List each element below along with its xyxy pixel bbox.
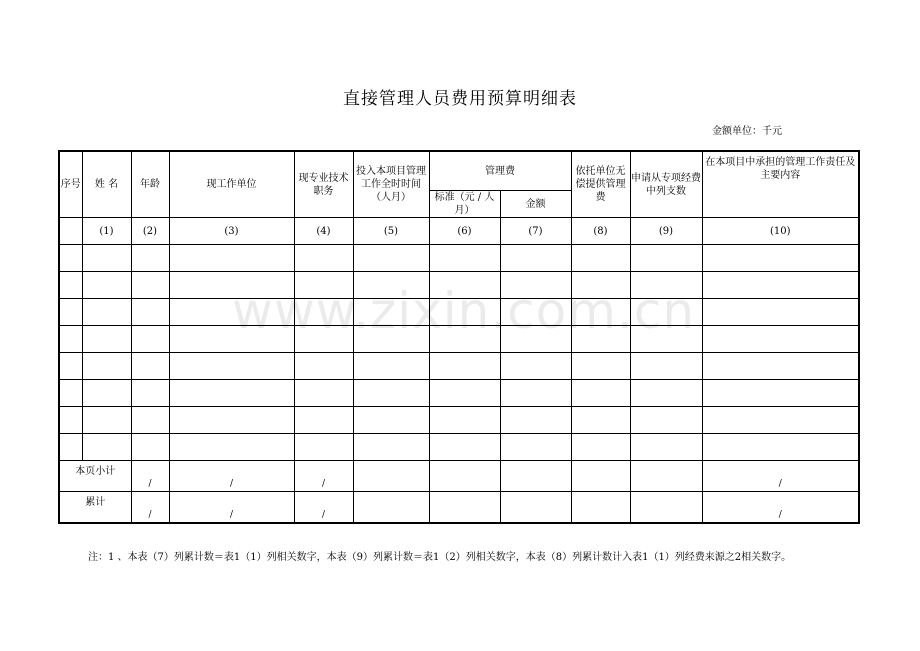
column-number: (1) xyxy=(82,218,131,245)
budget-table xyxy=(58,150,860,524)
slash-mark: / xyxy=(169,492,294,524)
table-cell[interactable] xyxy=(630,272,702,299)
table-cell[interactable] xyxy=(500,461,571,492)
table-cell[interactable] xyxy=(571,492,630,524)
table-cell[interactable] xyxy=(131,326,169,353)
table-cell[interactable] xyxy=(82,353,131,380)
table-row xyxy=(59,245,859,272)
table-cell[interactable] xyxy=(429,492,500,524)
table-cell[interactable] xyxy=(702,272,859,299)
table-cell[interactable] xyxy=(353,299,429,326)
table-cell[interactable] xyxy=(429,272,500,299)
header-duties: 在本项目中承担的管理工作责任及主要内容 xyxy=(702,151,859,218)
table-cell[interactable] xyxy=(82,245,131,272)
table-cell[interactable] xyxy=(429,380,500,407)
table-cell[interactable] xyxy=(82,326,131,353)
header-current-unit: 现工作单位 xyxy=(169,151,294,218)
table-cell[interactable] xyxy=(169,299,294,326)
table-cell[interactable] xyxy=(571,272,630,299)
table-cell[interactable] xyxy=(169,407,294,434)
page-title: 直接管理人员费用预算明细表 xyxy=(343,89,577,109)
table-cell[interactable] xyxy=(630,407,702,434)
header-seq: 序号 xyxy=(59,151,82,218)
table-cell[interactable] xyxy=(59,407,82,434)
table-row xyxy=(59,272,859,299)
table-cell[interactable] xyxy=(702,299,859,326)
table-row xyxy=(59,299,859,326)
table-cell[interactable] xyxy=(82,434,131,461)
column-number: (10) xyxy=(702,218,859,245)
table-cell[interactable] xyxy=(82,272,131,299)
data-rows xyxy=(59,245,859,461)
table-cell[interactable] xyxy=(294,380,353,407)
amount-unit: 金额单位：千元 xyxy=(712,126,782,137)
slash-mark: / xyxy=(702,492,859,524)
table-cell[interactable] xyxy=(500,326,571,353)
header-fee-standard: 标准（元 / 人月） xyxy=(429,191,500,218)
column-number-row xyxy=(59,218,859,245)
table-cell[interactable] xyxy=(702,326,859,353)
table-cell[interactable] xyxy=(169,326,294,353)
table-cell[interactable] xyxy=(630,492,702,524)
column-number: (2) xyxy=(131,218,169,245)
table-cell[interactable] xyxy=(169,353,294,380)
table-cell[interactable] xyxy=(131,434,169,461)
column-number: (8) xyxy=(571,218,630,245)
table-cell[interactable] xyxy=(59,272,82,299)
table-cell[interactable] xyxy=(353,326,429,353)
table-cell[interactable] xyxy=(82,299,131,326)
table-cell[interactable] xyxy=(429,407,500,434)
table-cell[interactable] xyxy=(500,353,571,380)
table-cell[interactable] xyxy=(571,407,630,434)
table-cell[interactable] xyxy=(294,434,353,461)
table-cell[interactable] xyxy=(500,245,571,272)
table-cell[interactable] xyxy=(131,245,169,272)
table-cell[interactable] xyxy=(500,380,571,407)
header-age: 年龄 xyxy=(131,151,169,218)
table-cell[interactable] xyxy=(82,407,131,434)
footnote: 注：1 、本表（7）列累计数＝表1（1）列相关数字，本表（9）列累计数＝表1（2）列相关数字，本表（8）列累计数计入表1（1）列经费来源之2相关数字。 xyxy=(88,552,792,563)
column-number: (6) xyxy=(429,218,500,245)
table-cell[interactable] xyxy=(353,380,429,407)
table-cell[interactable] xyxy=(571,380,630,407)
header-full-time: 投入本项目管理工作全时时间（人月） xyxy=(353,151,429,218)
table-cell[interactable] xyxy=(353,353,429,380)
table-cell[interactable] xyxy=(353,407,429,434)
slash-mark: / xyxy=(294,492,353,524)
table-cell[interactable] xyxy=(571,461,630,492)
table-cell[interactable] xyxy=(59,299,82,326)
slash-mark: / xyxy=(294,461,353,492)
slash-mark: / xyxy=(131,461,169,492)
table-cell[interactable] xyxy=(702,380,859,407)
table-cell[interactable] xyxy=(294,353,353,380)
table-cell[interactable] xyxy=(702,353,859,380)
column-number: (4) xyxy=(294,218,353,245)
table-cell[interactable] xyxy=(630,380,702,407)
table-cell[interactable] xyxy=(630,353,702,380)
table-cell[interactable] xyxy=(571,326,630,353)
table-cell[interactable] xyxy=(429,461,500,492)
table-cell[interactable] xyxy=(429,245,500,272)
table-cell[interactable] xyxy=(294,272,353,299)
table-cell[interactable] xyxy=(131,407,169,434)
table-cell[interactable] xyxy=(169,245,294,272)
table-cell[interactable] xyxy=(630,326,702,353)
table-cell[interactable] xyxy=(429,353,500,380)
table-cell[interactable] xyxy=(630,434,702,461)
table-row xyxy=(59,326,859,353)
table-cell[interactable] xyxy=(169,434,294,461)
table-cell[interactable] xyxy=(353,461,429,492)
table-cell[interactable] xyxy=(702,245,859,272)
table-cell[interactable] xyxy=(571,353,630,380)
column-number: (7) xyxy=(500,218,571,245)
header-free-provided: 依托单位无偿提供管理费 xyxy=(571,151,630,218)
table-cell[interactable] xyxy=(59,380,82,407)
table-cell[interactable] xyxy=(169,380,294,407)
table-cell[interactable] xyxy=(429,326,500,353)
table-cell[interactable] xyxy=(169,272,294,299)
subtotal-row xyxy=(59,461,859,492)
header-fee-amount: 金额 xyxy=(500,191,571,218)
slash-mark: / xyxy=(702,461,859,492)
table-cell[interactable] xyxy=(131,353,169,380)
column-number: (3) xyxy=(169,218,294,245)
table-cell[interactable] xyxy=(294,407,353,434)
table-cell[interactable] xyxy=(131,380,169,407)
table-cell[interactable] xyxy=(353,434,429,461)
table-cell[interactable] xyxy=(630,461,702,492)
subtotal-label: 本页小计 xyxy=(59,461,131,492)
table-cell[interactable] xyxy=(630,245,702,272)
table-row xyxy=(59,353,859,380)
slash-mark: / xyxy=(169,461,294,492)
column-number: (9) xyxy=(630,218,702,245)
table-row xyxy=(59,434,859,461)
table-cell[interactable] xyxy=(131,299,169,326)
header-name: 姓 名 xyxy=(82,151,131,218)
header-row xyxy=(59,151,859,191)
table-cell[interactable] xyxy=(500,272,571,299)
table-cell[interactable] xyxy=(131,272,169,299)
header-management-fee: 管理费 xyxy=(429,151,571,191)
table-cell[interactable] xyxy=(353,272,429,299)
table-cell[interactable] xyxy=(59,434,82,461)
table-cell[interactable] xyxy=(500,492,571,524)
table-cell[interactable] xyxy=(571,434,630,461)
table-cell[interactable] xyxy=(294,299,353,326)
table-cell[interactable] xyxy=(353,492,429,524)
column-number: (5) xyxy=(353,218,429,245)
table-row xyxy=(59,407,859,434)
table-cell[interactable] xyxy=(59,353,82,380)
table-cell[interactable] xyxy=(353,245,429,272)
table-cell[interactable] xyxy=(500,434,571,461)
table-cell[interactable] xyxy=(500,299,571,326)
total-row xyxy=(59,492,859,524)
column-number-blank xyxy=(59,218,82,245)
table-cell[interactable] xyxy=(59,326,82,353)
total-label: 累计 xyxy=(59,492,131,524)
table-cell[interactable] xyxy=(294,245,353,272)
table-cell[interactable] xyxy=(429,434,500,461)
slash-mark: / xyxy=(131,492,169,524)
table-cell[interactable] xyxy=(294,326,353,353)
table-cell[interactable] xyxy=(702,434,859,461)
table-cell[interactable] xyxy=(571,245,630,272)
header-apply-amount: 申请从专项经费中列支数 xyxy=(630,151,702,218)
table-cell[interactable] xyxy=(59,245,82,272)
header-professional-title: 现专业技术职务 xyxy=(294,151,353,218)
watermark: www.zixin.com.cn xyxy=(232,282,696,340)
table-row xyxy=(59,380,859,407)
table-cell[interactable] xyxy=(571,299,630,326)
table-cell[interactable] xyxy=(500,407,571,434)
table-cell[interactable] xyxy=(82,380,131,407)
table-cell[interactable] xyxy=(630,299,702,326)
table-cell[interactable] xyxy=(429,299,500,326)
table-cell[interactable] xyxy=(702,407,859,434)
